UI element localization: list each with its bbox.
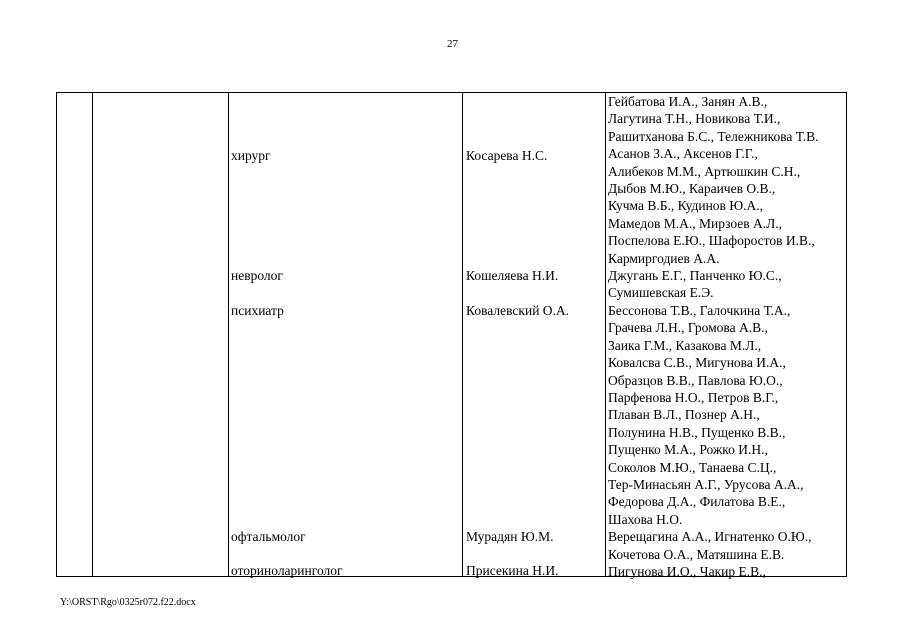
specialist-line: Плаван В.Л., Познер А.Н.,	[608, 407, 760, 423]
specialty-cell: невролог	[231, 268, 283, 283]
chief-specialist-cell: Кошеляева Н.И.	[466, 268, 559, 283]
specialist-line: Бессонова Т.В., Галочкина Т.А.,	[608, 302, 791, 318]
specialist-line: Лагутина Т.Н., Новикова Т.И.,	[608, 111, 781, 127]
specialist-line: Асанов З.А., Аксенов Г.Г.,	[608, 146, 758, 162]
specialists-list	[608, 93, 818, 580]
specialist-line: Кармиргодиев А.А.	[608, 250, 720, 266]
specialist-line: Ковалсва С.В., Мигунова И.А.,	[608, 355, 786, 371]
specialty-cell: психиатр	[231, 303, 284, 318]
specialist-line: Кочетова О.А., Матяшина Е.В.	[608, 546, 785, 562]
specialist-line: Алибеков М.М., Артюшкин С.Н.,	[608, 163, 801, 179]
specialist-line: Парфенова Н.О., Петров В.Г.,	[608, 389, 779, 405]
specialist-line: Джугань Е.Г., Панченко Ю.С.,	[608, 268, 782, 284]
specialist-line: Заика Г.М., Казакова М.Л.,	[608, 337, 762, 353]
column-divider	[228, 93, 229, 576]
column-divider	[605, 93, 606, 576]
column-divider	[92, 93, 93, 576]
document-table	[56, 92, 847, 577]
specialty-cell: хирург	[231, 148, 271, 163]
specialist-line: Поспелова Е.Ю., Шафоростов И.В.,	[608, 233, 815, 249]
specialist-line: Сумишевская Е.Э.	[608, 285, 714, 301]
specialist-line: Дыбов М.Ю., Караичев О.В.,	[608, 181, 776, 197]
column-divider	[462, 93, 463, 576]
specialist-line: Верещагина А.А., Игнатенко О.Ю.,	[608, 529, 812, 545]
chief-specialist-cell: Косарева Н.С.	[466, 148, 548, 163]
specialist-line: Пигунова И.О., Чакир Е.В.,	[608, 563, 766, 579]
specialist-line: Грачева Л.Н., Громова А.В.,	[608, 320, 768, 336]
specialist-line: Пущенко М.А., Рожко И.Н.,	[608, 442, 768, 458]
chief-specialist-cell: Мурадян Ю.М.	[466, 529, 554, 544]
specialist-line: Образцов В.В., Павлова Ю.О.,	[608, 372, 783, 388]
specialist-line: Рашитханова Б.С., Тележникова Т.В.	[608, 128, 819, 144]
specialist-line: Мамедов М.А., Мирзоев А.Л.,	[608, 215, 783, 231]
specialist-line: Кучма В.Б., Кудинов Ю.А.,	[608, 198, 764, 214]
specialist-line: Гейбатова И.А., Занян А.В.,	[608, 94, 768, 109]
specialist-line: Федорова Д.А., Филатова В.Е.,	[608, 494, 786, 510]
specialist-line: Шахова Н.О.	[608, 511, 683, 527]
specialist-line: Тер-Минасьян А.Г., Урусова А.А.,	[608, 476, 804, 492]
page-number: 27	[447, 38, 458, 50]
specialist-line: Соколов М.Ю., Танаева С.Ц.,	[608, 459, 777, 475]
chief-specialist-cell: Присекина Н.И.	[466, 563, 559, 578]
specialist-line: Полунина Н.В., Пущенко В.В.,	[608, 424, 786, 440]
specialty-cell: оториноларинголог	[231, 563, 343, 578]
specialty-cell: офтальмолог	[231, 529, 306, 544]
file-path-footer: Y:\ORST\Rgo\0325r072.f22.docx	[60, 597, 196, 608]
chief-specialist-cell: Ковалевский О.А.	[466, 303, 570, 318]
